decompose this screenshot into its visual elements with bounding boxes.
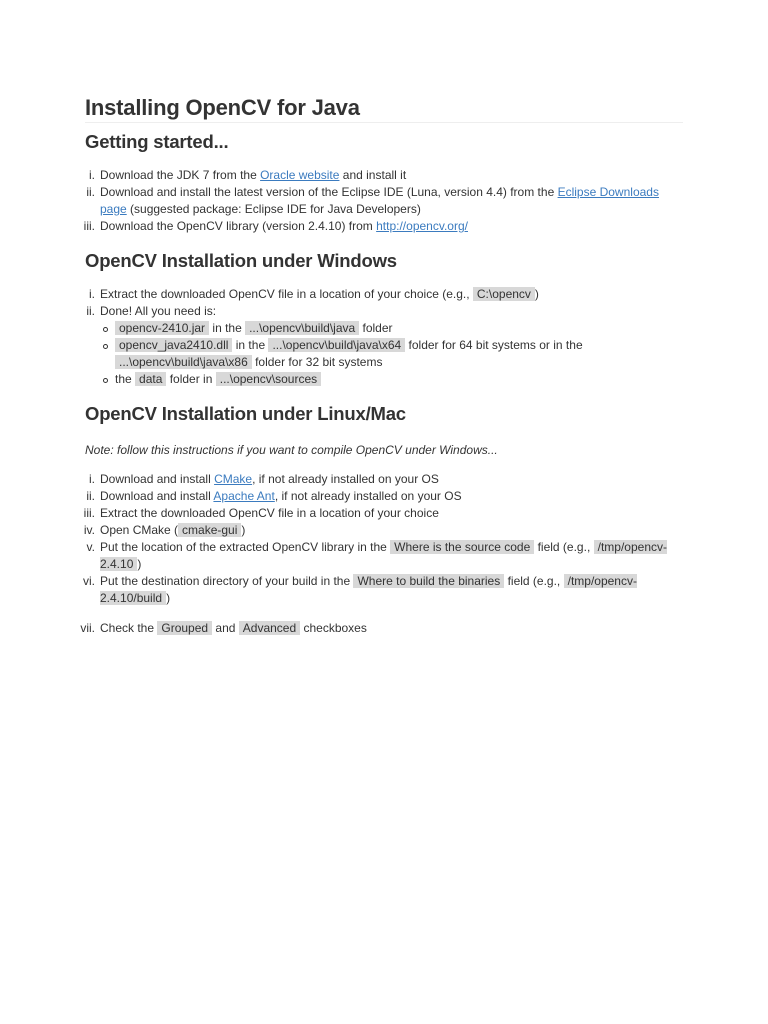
linux-install-list — [80, 471, 683, 637]
section-heading-getting-started: Getting started... — [85, 131, 229, 152]
code-snippet: cmake-gui — [178, 523, 241, 537]
list-item: i. Extract the downloaded OpenCV file in a location of your choice (e.g., C:\opencv ) — [89, 287, 539, 301]
windows-install-list — [85, 286, 683, 388]
list-item: iii. Download the OpenCV library (version 2.4.10) from http://opencv.org/ — [83, 219, 468, 233]
list-item: vi. Put the destination directory of your build in the Where to build the binaries field (e.g., /tmp/opencv-2.4.10/build ) — [83, 574, 637, 605]
code-snippet: /tmp/opencv-2.4.10 — [100, 540, 667, 571]
code-snippet: opencv_java2410.dll — [115, 338, 232, 352]
sub-list-item: the data folder in ...\opencv\sources — [100, 371, 683, 388]
note-text: Note: follow this instructions if you want to compile OpenCV under Windows... — [85, 443, 498, 457]
eclipse-downloads-link[interactable]: Eclipse Downloads page — [100, 185, 659, 216]
code-snippet: data — [135, 372, 166, 386]
list-item: v. Put the location of the extracted OpenCV library in the Where is the source code field (e.g., /tmp/opencv-2.4.10 ) — [86, 540, 667, 571]
list-item: ii. Done! All you need is: opencv-2410.jar in the ...\opencv\build\java folder opencv_java2410.dll in the ...\opencv\build\java\x64 folder for 64 bit systems or in the ...\opencv\build\java\x86 folder for 32 bit systems the data folder in ...\opencv\sources — [85, 303, 683, 388]
apache-ant-link[interactable]: Apache Ant — [213, 489, 275, 503]
list-item: ii. Download and install Apache Ant, if not already installed on your OS — [86, 489, 462, 503]
code-snippet: Where to build the binaries — [353, 574, 504, 588]
oracle-website-link[interactable]: Oracle website — [260, 168, 340, 182]
list-item: i. Download the JDK 7 from the Oracle website and install it — [89, 168, 407, 182]
document-page — [80, 94, 683, 637]
section-heading-windows: OpenCV Installation under Windows — [85, 250, 397, 271]
code-snippet: C:\opencv — [473, 287, 535, 301]
list-item: iv. Open CMake ( cmake-gui ) — [83, 523, 246, 537]
required-files-list — [100, 320, 683, 388]
code-snippet: Grouped — [157, 621, 212, 635]
getting-started-list — [85, 167, 683, 235]
list-item: vii. Check the Grouped and Advanced checkboxes — [80, 621, 367, 635]
code-snippet: /tmp/opencv-2.4.10/build — [100, 574, 637, 605]
list-item: iii. Extract the downloaded OpenCV file in a location of your choice — [83, 506, 439, 520]
cmake-link[interactable]: CMake — [214, 472, 253, 486]
list-item: i. Download and install CMake, if not already installed on your OS — [89, 472, 439, 486]
section-heading-linux-mac: OpenCV Installation under Linux/Mac — [85, 403, 406, 424]
code-snippet: opencv-2410.jar — [115, 321, 209, 335]
list-item: ii. Download and install the latest version of the Eclipse IDE (Luna, version 4.4) from the Eclipse Downloads page (suggested package: Eclipse IDE for Java Developers) — [86, 185, 659, 216]
code-snippet: ...\opencv\build\java — [245, 321, 359, 335]
page-title: Installing OpenCV for Java — [85, 94, 683, 123]
code-snippet: Advanced — [239, 621, 300, 635]
opencv-org-link[interactable]: http://opencv.org/ — [376, 219, 468, 233]
code-snippet: ...\opencv\build\java\x86 — [115, 355, 252, 369]
sub-list-item: opencv_java2410.dll in the ...\opencv\build\java\x64 folder for 64 bit systems or in the ...\opencv\build\java\x86 folder for 32 bit systems — [100, 337, 683, 371]
code-snippet: ...\opencv\sources — [216, 372, 321, 386]
code-snippet: ...\opencv\build\java\x64 — [268, 338, 405, 352]
code-snippet: Where is the source code — [390, 540, 534, 554]
sub-list-item: opencv-2410.jar in the ...\opencv\build\java folder — [100, 320, 683, 337]
